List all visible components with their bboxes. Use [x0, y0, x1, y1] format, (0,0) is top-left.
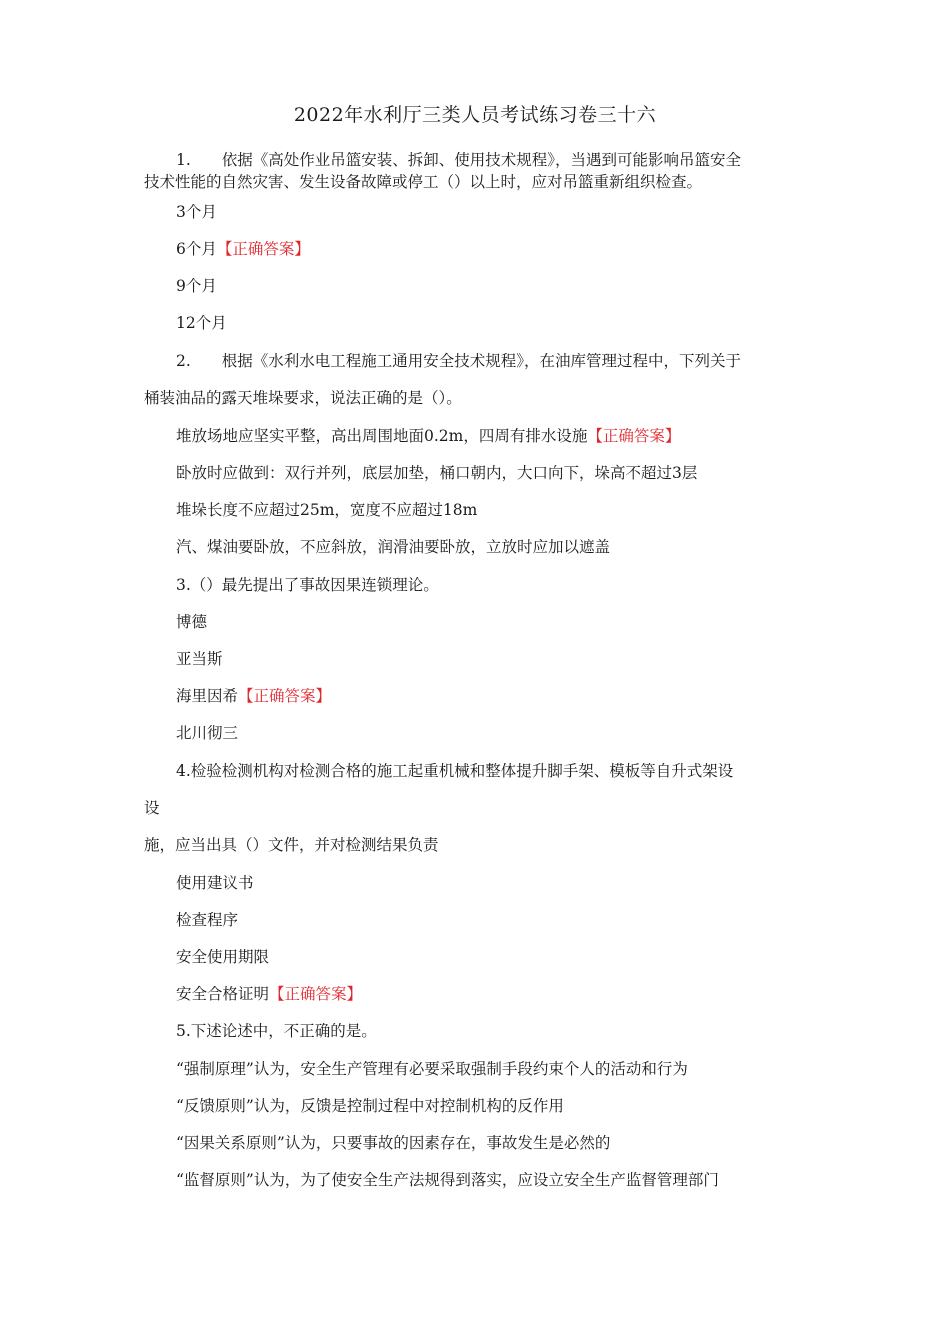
- q1-option-d: 12个月: [176, 314, 227, 332]
- question-4-text: 4.检验检测机构对检测合格的施工起重机械和整体提升脚手架、模板等自升式架设: [176, 762, 734, 780]
- question-2-text: 2. 根据《水利水电工程施工通用安全技术规程》，在油库管理过程中，下列关于: [176, 352, 742, 370]
- q2-option-c: 堆垛长度不应超过25m，宽度不应超过18m: [176, 501, 478, 519]
- question-5-text: 5.下述论述中，不正确的是。: [176, 1022, 377, 1040]
- q4-option-d: 安全合格证明【正确答案】: [176, 985, 363, 1003]
- q5-option-c: “因果关系原则”认为，只要事故的因素存在，事故发生是必然的: [176, 1134, 611, 1152]
- q4-option-a: 使用建议书: [176, 874, 254, 892]
- q2-option-b: 卧放时应做到：双行并列，底层加垫，桶口朝内，大口向下，垛高不超过3层: [176, 464, 698, 482]
- question-4-text-cont-2: 施，应当出具（）文件，并对检测结果负责: [144, 836, 439, 854]
- q4-option-b: 检查程序: [176, 911, 239, 929]
- q1-option-a: 3个月: [176, 203, 217, 221]
- q5-option-d: “监督原则”认为，为了使安全生产法规得到落实，应设立安全生产监督管理部门: [176, 1171, 719, 1189]
- correct-answer-tag: 【正确答案】: [238, 687, 332, 705]
- correct-answer-tag: 【正确答案】: [269, 985, 363, 1003]
- q3-option-a: 博德: [176, 613, 208, 631]
- question-3-text: 3.（）最先提出了事故因果连锁理论。: [176, 576, 439, 594]
- q4-option-c: 安全使用期限: [176, 948, 270, 966]
- question-1-text: 1. 依据《高处作业吊篮安装、拆卸、使用技术规程》，当遇到可能影响吊篮安全: [176, 151, 742, 169]
- q3-option-b: 亚当斯: [176, 650, 223, 668]
- correct-answer-tag: 【正确答案】: [216, 240, 310, 258]
- document-title: 2022年水利厅三类人员考试练习卷三十六: [293, 104, 657, 126]
- q1-option-b: 6个月【正确答案】: [176, 240, 310, 258]
- q5-option-b: “反馈原则”认为，反馈是控制过程中对控制机构的反作用: [176, 1097, 564, 1115]
- q3-option-c: 海里因希【正确答案】: [176, 687, 332, 705]
- question-1-text-cont: 技术性能的自然灾害、发生设备故障或停工（）以上时，应对吊篮重新组织检查。: [144, 173, 703, 191]
- q2-option-d: 汽、煤油要卧放，不应斜放，润滑油要卧放，立放时应加以遮盖: [176, 538, 611, 556]
- question-2-text-cont: 桶装油品的露天堆垛要求，说法正确的是（）。: [144, 389, 462, 407]
- question-4-text-cont: 设: [144, 799, 160, 817]
- q3-option-d: 北川彻三: [176, 724, 239, 742]
- q1-option-c: 9个月: [176, 277, 217, 295]
- q2-option-a: 堆放场地应坚实平整，高出周围地面0.2m，四周有排水设施【正确答案】: [176, 427, 681, 445]
- q5-option-a: “强制原理”认为，安全生产管理有必要采取强制手段约束个人的活动和行为: [176, 1060, 688, 1078]
- correct-answer-tag: 【正确答案】: [587, 427, 681, 445]
